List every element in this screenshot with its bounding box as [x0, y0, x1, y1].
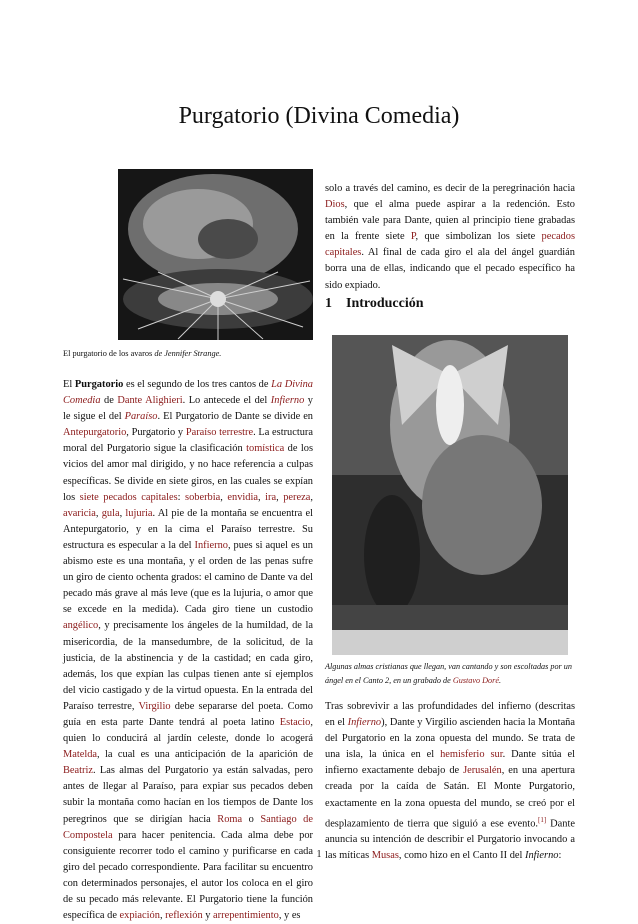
- text-run: , y precisamente los ángeles de la humildad, de la misericordia, de la mansedumbre, de la solicitud, de la justicia, de la abstinencia y de la castidad; en cada giro, además, los que expían las culpas tienen ante sí ejemplos del vicio castigado y de la virtud opuesta. En la entrada del Paraíso terrestre,: [63, 620, 313, 712]
- text-run: ,: [95, 507, 102, 519]
- text-run: :: [558, 850, 562, 862]
- wiki-link[interactable]: arrepentimiento: [213, 910, 279, 922]
- wiki-link[interactable]: soberbia: [185, 491, 221, 503]
- text-run: . Dante sitúa el infierno exactamente debajo de: [325, 749, 575, 777]
- continuation-paragraph: [325, 181, 575, 294]
- wiki-link[interactable]: hemisferio sur: [440, 749, 503, 761]
- text-run: de los vicios del amor mal dirigido, y no hace referencia a culpas específicas. Se divide en siete giros, en las cuales se expían los: [63, 443, 313, 503]
- wiki-link[interactable]: Infierno: [270, 395, 305, 407]
- intro-paragraph: [63, 377, 313, 924]
- text-run: ,: [119, 507, 126, 519]
- wiki-link[interactable]: pereza: [283, 491, 311, 503]
- text-run: , Purgatorio y: [126, 427, 186, 439]
- wiki-link[interactable]: ira: [265, 491, 277, 503]
- wiki-link[interactable]: Musas: [371, 850, 399, 862]
- text-run: o: [242, 813, 261, 825]
- text-run: Purgatorio: [74, 379, 124, 390]
- wiki-link[interactable]: Infierno: [347, 717, 382, 729]
- text-run: El: [63, 379, 75, 390]
- text-run: y: [202, 910, 214, 922]
- wiki-link[interactable]: Paraíso: [124, 411, 158, 423]
- wiki-link[interactable]: P: [410, 231, 416, 243]
- text-run: . El Purgatorio de Dante se divide en: [157, 411, 314, 423]
- text-run: para hacer penitencia. Cada alma debe por consiguiente recorrer todo el camino y purificarse en cada giro del pecado correspondiente. Para facilitar su encuentro con determinados personajes, el autor los coloca en el giro de su pecado más relevante. El Purgatorio tiene la función específica de: [63, 829, 313, 922]
- wiki-link[interactable]: expiación: [119, 910, 160, 922]
- text-run: , en una apertura creada por la caída de Satán. El Monte Purgatorio, exactamente en la zona opuesta del mundo, se creó por el desplazamiento de tierra que siguió a ese evento.: [325, 765, 575, 830]
- wiki-link[interactable]: Infierno: [194, 539, 228, 551]
- wiki-link[interactable]: Dios: [325, 199, 345, 211]
- text-run: :: [177, 491, 186, 503]
- page-title: Purgatorio (Divina Comedia): [178, 103, 460, 129]
- figure-image-avaros: [118, 169, 313, 340]
- text-run: . Lo antecede el del: [182, 395, 271, 407]
- text-run: Infierno: [524, 850, 559, 862]
- engraving-illustration: [332, 335, 568, 655]
- text-run: , que el alma puede aspirar a la redención. Esto también vale para Dante, quien al principio tiene grabadas en la frente siete: [325, 199, 575, 243]
- wiki-link[interactable]: Virgilio: [138, 700, 171, 712]
- page-number: 1: [316, 849, 322, 860]
- wiki-link[interactable]: Beatriz: [63, 765, 93, 777]
- wiki-link[interactable]: Dante Alighieri: [117, 395, 183, 407]
- text-run: , pues si aquel es un abismo este es una montaña, y el orden de las penas sufre un giro de ciento ochenta grados: el camino de Dante va del pecado más grave al más leve (que es la lujuria, o amor que se excede en la medida). Cada giro tiene un custodio: [63, 539, 313, 616]
- wiki-link[interactable]: envidia: [227, 491, 258, 503]
- wiki-link[interactable]: tomística: [246, 443, 285, 455]
- wiki-link[interactable]: gula: [101, 507, 120, 519]
- wiki-link[interactable]: Estacio: [279, 716, 311, 728]
- text-run: . Al final de cada giro el ala del ángel guardián borra una de ellas, indicando que el pecado específico ha sido expiado.: [325, 247, 575, 291]
- text-run: . Las almas del Purgatorio ya están salvadas, pero antes de llegar al Paraíso, para expiar sus pecados deben subir la montaña como hacían en los tiempos de Dante los peregrinos que se dirigían hacia: [63, 765, 313, 825]
- text-run: ,: [257, 491, 266, 503]
- wiki-link[interactable]: Jerusalén: [463, 765, 502, 777]
- wiki-link[interactable]: Roma: [217, 813, 243, 825]
- text-run: ,: [310, 491, 313, 503]
- text-run: .: [498, 675, 502, 685]
- text-run: Tras sobrevivir a las profundidades del infierno (descritas en el: [325, 701, 575, 729]
- text-run: , como hizo en el Canto II del: [398, 850, 525, 862]
- body-column-right-bottom: [325, 699, 575, 864]
- wiki-link[interactable]: angélico: [63, 620, 99, 632]
- text-run: y le sigue el del: [63, 395, 313, 423]
- text-run: . Al pie de la montaña se encuentra el Antepurgatorio, y en la cima el Paraíso terrestre. Su estructura es especular a la del: [63, 507, 313, 551]
- text-run: es el segundo de los tres cantos de: [123, 379, 272, 390]
- figure-caption: El purgatorio de los avaros de Jennifer Strange.: [63, 349, 222, 358]
- wiki-link[interactable]: reflexión: [165, 910, 203, 922]
- text-run: debe separarse del poeta. Como guía en esta parte Dante tendrá al poeta latino: [63, 700, 313, 728]
- text-run: solo a través del camino, es decir de la peregrinación hacia: [325, 183, 575, 194]
- wiki-link[interactable]: avaricia: [63, 507, 96, 519]
- text-run: ,: [220, 491, 228, 503]
- text-run: ,: [276, 491, 284, 503]
- text-run: ,: [159, 910, 166, 922]
- figure-image-dore: [332, 335, 568, 655]
- text-run: , la cual es una anticipación de la aparición de: [97, 749, 313, 761]
- text-run: ), Dante y Virgilio ascienden hacia la Montaña del Purgatorio en la zona opuesta del mundo. Se trata de una isla, la única en el: [325, 717, 575, 761]
- body-paragraph: [325, 699, 575, 864]
- body-column-left: [63, 377, 313, 924]
- text-run: , que simbolizan los siete: [415, 231, 542, 243]
- wiki-link[interactable]: Matelda: [63, 749, 98, 761]
- wiki-link[interactable]: Antepurgatorio: [63, 427, 127, 439]
- text-run: de: [100, 395, 118, 407]
- engraving-illustration: [118, 169, 313, 340]
- section-heading: 1 Introducción: [325, 296, 424, 311]
- body-column-right-top: [325, 181, 575, 294]
- citation-link[interactable]: [1]: [538, 815, 547, 824]
- wiki-link[interactable]: siete pecados capitales: [79, 491, 178, 503]
- wiki-link[interactable]: Paraíso terrestre: [185, 427, 254, 439]
- figure-caption: [325, 660, 577, 687]
- text-run: Algunas almas cristianas que llegan, van cantando y son escoltadas por un ángel en el Canto 2, en un grabado de: [325, 662, 572, 685]
- wiki-link[interactable]: Santiago de Compostela: [63, 813, 313, 841]
- wiki-link[interactable]: Gustavo Doré: [452, 675, 499, 685]
- text-run: , quien lo conducirá al jardín celeste, donde lo acogerá: [63, 716, 313, 745]
- wiki-link[interactable]: pecados capitales: [325, 231, 575, 259]
- wiki-link[interactable]: La Divina Comedia: [63, 379, 313, 407]
- text-run: Dante anuncia su intención de describir el Purgatorio invocando a las míticas: [325, 818, 575, 862]
- text-run: . La estructura moral del Purgatorio sigue la clasificación: [63, 427, 314, 455]
- wiki-link[interactable]: lujuria: [125, 507, 153, 519]
- text-run: , y es: [278, 910, 301, 922]
